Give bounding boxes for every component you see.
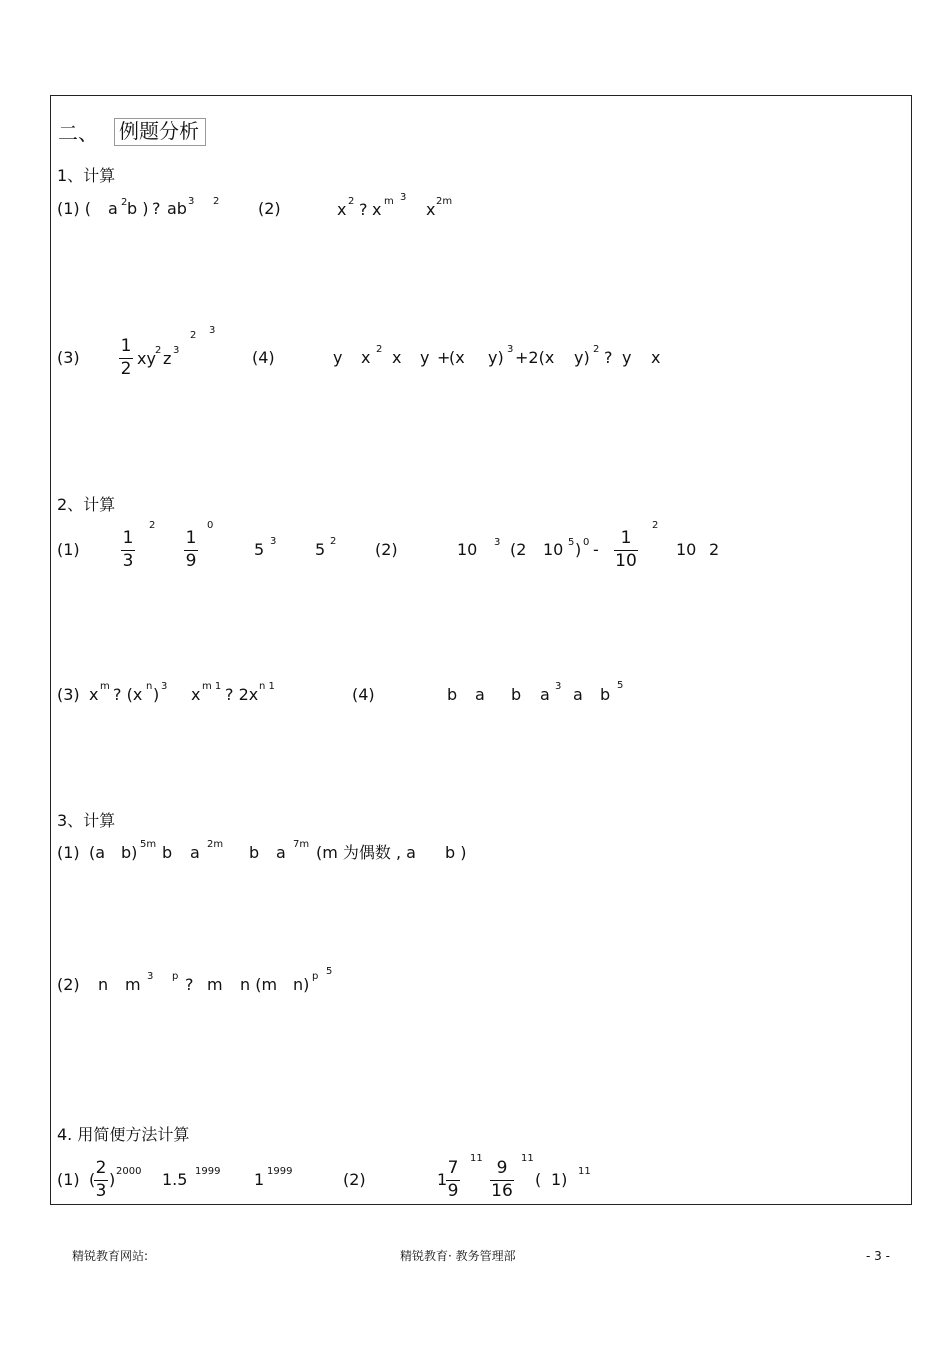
- q2-p4-label: (4): [352, 685, 375, 704]
- q1-p3-label: (3): [57, 348, 80, 367]
- q1-p4-dot: ?: [604, 348, 613, 367]
- q2-p3-label: (3): [57, 685, 80, 704]
- q2-p2-paren: (2: [510, 540, 527, 559]
- q3-p1-open: (a: [89, 843, 106, 862]
- q1-p1-exp1: 2: [121, 197, 128, 208]
- q4-p1-value1: 1.5: [162, 1170, 188, 1189]
- q4-p1-open: (: [89, 1170, 96, 1189]
- q1-p2-x1: x: [337, 200, 347, 219]
- q1-p4-y1: y: [333, 348, 343, 367]
- q2-p4-a3: a: [573, 685, 583, 704]
- q1-p4-y3: y): [488, 348, 504, 367]
- q1-p1-ab: ab: [167, 199, 187, 218]
- q2-p1-exp3: 3: [270, 536, 277, 547]
- q3-p1-b1: b: [162, 843, 173, 862]
- q2-p1-label: (1): [57, 540, 80, 559]
- q1-p1-exp2: 3: [188, 196, 195, 207]
- q2-p1-five2: 5: [315, 540, 326, 559]
- q2-p1-f1-den: 3: [122, 551, 134, 571]
- q1-p3-exp4: 3: [209, 325, 216, 336]
- q4-p2-label: (2): [343, 1170, 366, 1189]
- section-number: 二、: [58, 121, 98, 145]
- q4-p2-f2-num: 9: [496, 1158, 508, 1178]
- q2-p4-a2: a: [540, 685, 550, 704]
- q4-p2-f2-den: 16: [491, 1181, 513, 1201]
- q3-p2-m1: m: [125, 975, 141, 994]
- section-title: 例题分析: [114, 118, 206, 146]
- q3-p1-note-end: b ): [445, 843, 467, 862]
- q1-p1-a: a: [108, 199, 118, 218]
- q4-p2-exp3: 11: [578, 1166, 591, 1177]
- q2-p3-exp5: n 1: [259, 681, 275, 692]
- q1-p2-exp2: m: [384, 196, 394, 207]
- q2-p3-exp3: 3: [161, 681, 168, 692]
- q3-p2-n3: n): [293, 975, 310, 994]
- q2-p2-minus: -: [593, 540, 599, 559]
- q2-p4-b3: b: [600, 685, 611, 704]
- footer-website-label: 精锐教育网站:: [72, 1249, 149, 1263]
- q3-p2-exp3: p: [312, 971, 319, 982]
- q1-p2-exp4: 2m: [436, 196, 453, 207]
- q2-p2-exp3: 0: [583, 537, 590, 548]
- q1-p4-exp3: 2: [593, 344, 600, 355]
- q2-p1-exp4: 2: [330, 536, 337, 547]
- q2-heading: 2、计算: [57, 495, 116, 514]
- q2-p1-f2-num: 1: [185, 528, 197, 548]
- q3-p2-dot: ?: [185, 975, 194, 994]
- q2-p2-ten: 10: [457, 540, 478, 559]
- q2-p2-f-den: 10: [615, 551, 637, 571]
- q1-p4-exp1: 2: [376, 344, 383, 355]
- q1-p4-plus: +: [437, 348, 451, 367]
- q2-p1-fraction1: [121, 530, 135, 570]
- q3-p1-a2: a: [276, 843, 286, 862]
- q1-p3-exp3: 2: [190, 330, 197, 341]
- q1-p3-num: 1: [120, 336, 132, 356]
- q3-heading: 3、计算: [57, 811, 116, 830]
- q1-p4-x1: x: [361, 348, 371, 367]
- q1-p2-exp1: 2: [348, 196, 355, 207]
- q3-p1-note: (m 为偶数 , a: [316, 843, 416, 862]
- q2-p2-exp2: 5: [568, 537, 575, 548]
- q3-p1-exp2: 2m: [207, 839, 224, 850]
- footer-department: 精锐教育· 教务管理部: [400, 1249, 516, 1263]
- q3-p1-b2: b: [249, 843, 260, 862]
- q1-p4-y2: y: [420, 348, 430, 367]
- q1-p4-x3: x: [651, 348, 661, 367]
- q4-p2-paren: (: [535, 1170, 542, 1189]
- q4-p2-f1-num: 7: [447, 1158, 459, 1178]
- q4-p1-value2: 1: [254, 1170, 265, 1189]
- q4-p2-f1-den: 9: [447, 1181, 459, 1201]
- q2-p1-five1: 5: [254, 540, 265, 559]
- q2-p2-f-num: 1: [620, 528, 632, 548]
- q2-p1-exp1: 2: [149, 520, 156, 531]
- q1-p4-y4: y): [574, 348, 590, 367]
- q1-p2-label: (2): [258, 199, 281, 218]
- q2-p1-f1-num: 1: [122, 528, 134, 548]
- q2-p1-fraction2: [184, 530, 198, 570]
- q4-p1-f-den: 3: [95, 1181, 107, 1201]
- q1-p2-exp3: 3: [400, 192, 407, 203]
- q1-p2-x2: x: [372, 200, 382, 219]
- q1-p4-open: (x: [449, 348, 465, 367]
- q2-p2-fraction: [614, 530, 638, 570]
- content-frame: [50, 95, 912, 1205]
- q2-p1-f2-den: 9: [185, 551, 197, 571]
- q4-p1-fraction: [94, 1160, 108, 1200]
- q3-p2-m2: m: [207, 975, 223, 994]
- q3-p1-exp1: 5m: [140, 839, 157, 850]
- q2-p3-close: ): [153, 685, 160, 704]
- q2-p2-two: 2: [709, 540, 720, 559]
- q1-p1-dot: ?: [152, 199, 161, 218]
- q4-p1-exp1: 2000: [116, 1166, 142, 1177]
- q3-p1-close: b): [121, 843, 138, 862]
- q2-p4-a1: a: [475, 685, 485, 704]
- q1-p3-fraction: [119, 338, 133, 378]
- q2-p2-label: (2): [375, 540, 398, 559]
- q2-p2-close: ): [575, 540, 582, 559]
- q1-p4-y5: y: [622, 348, 632, 367]
- q1-heading: 1、计算: [57, 166, 116, 185]
- q2-p2-exp1: 3: [494, 537, 501, 548]
- q2-p3-x2: x: [191, 685, 201, 704]
- q2-p4-b2: b: [511, 685, 522, 704]
- q4-p2-fraction2: [490, 1160, 514, 1200]
- q1-p2-x3: x: [426, 200, 436, 219]
- q4-p2-one: 1): [551, 1170, 568, 1189]
- q3-p2-exp1: 3: [147, 971, 154, 982]
- q3-p2-label: (2): [57, 975, 80, 994]
- q2-p2-ten2: 10: [543, 540, 564, 559]
- q1-p3-z: z: [163, 349, 172, 368]
- q1-p4-exp2: 3: [507, 344, 514, 355]
- q4-p2-fraction1: [446, 1160, 460, 1200]
- q4-p2-whole: 1: [437, 1170, 448, 1189]
- q2-p3-mid: ? (x: [113, 685, 143, 704]
- q1-p3-exp2: 3: [173, 345, 180, 356]
- q1-p3-exp1: 2: [155, 345, 162, 356]
- q4-p1-exp2: 1999: [195, 1166, 221, 1177]
- q2-p4-exp2: 5: [617, 680, 624, 691]
- q4-heading: 4. 用简便方法计算: [57, 1125, 190, 1144]
- q3-p2-mid: n (m: [240, 975, 278, 994]
- q1-p4-label: (4): [252, 348, 275, 367]
- q3-p1-label: (1): [57, 843, 80, 862]
- q2-p3-x1: x: [89, 685, 99, 704]
- q1-p4-x2: x: [392, 348, 402, 367]
- q2-p2-exp4: 2: [652, 520, 659, 531]
- q2-p4-b1: b: [447, 685, 458, 704]
- q1-p2-dot: ?: [359, 200, 368, 219]
- q4-p1-f-num: 2: [95, 1158, 107, 1178]
- q1-p3-xy: xy: [137, 349, 156, 368]
- q4-p1-label: (1): [57, 1170, 80, 1189]
- q3-p2-n1: n: [98, 975, 109, 994]
- q4-p2-exp2: 11: [521, 1153, 534, 1164]
- q1-p1-b: b ): [127, 199, 149, 218]
- q3-p2-exp4: 5: [326, 966, 333, 977]
- page-number: - 3 -: [866, 1249, 890, 1263]
- q1-p1-label: (1) (: [57, 199, 91, 218]
- q4-p1-close: ): [109, 1170, 116, 1189]
- q2-p3-exp2: n: [146, 681, 153, 692]
- q1-p4-mid: +2(x: [515, 348, 555, 367]
- q3-p2-exp2: p: [172, 971, 179, 982]
- q3-p1-a1: a: [190, 843, 200, 862]
- q1-p1-exp3: 2: [213, 196, 220, 207]
- q2-p4-exp1: 3: [555, 681, 562, 692]
- q4-p2-exp1: 11: [470, 1153, 483, 1164]
- q2-p3-tail: ? 2x: [225, 685, 259, 704]
- q3-p1-exp3: 7m: [293, 839, 310, 850]
- q2-p3-exp4: m 1: [202, 681, 222, 692]
- q2-p2-ten3: 10: [676, 540, 697, 559]
- q1-p3-den: 2: [120, 359, 132, 379]
- q2-p3-exp1: m: [100, 681, 110, 692]
- q2-p1-exp2: 0: [207, 520, 214, 531]
- q4-p1-exp3: 1999: [267, 1166, 293, 1177]
